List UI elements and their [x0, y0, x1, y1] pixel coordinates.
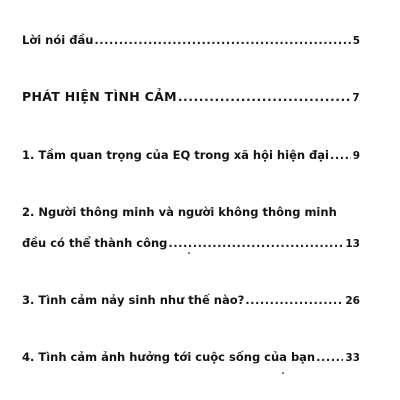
toc-entry-title: 4. Tình cảm ảnh hưởng tới cuộc sống của bạn: [22, 350, 316, 364]
toc-entry-title: 3. Tình cảm nảy sinh như thế nào?: [22, 293, 245, 307]
toc-entry-1: [22, 148, 360, 163]
toc-entry-4: [22, 350, 360, 365]
toc-section-heading: [22, 90, 360, 105]
dot-leader: [178, 90, 351, 104]
section-heading-title: PHÁT HIỆN TÌNH CẢM: [22, 89, 177, 104]
dot-leader: [94, 33, 350, 47]
toc-page-number: 33: [345, 352, 360, 364]
toc-entry-title: 1. Tầm quan trọng của EQ trong xã hội hiện đại: [22, 148, 329, 162]
toc-entry-preface: [22, 33, 360, 48]
dot-leader: [330, 148, 351, 162]
dot-leader: [316, 350, 343, 364]
toc-page-number: 26: [345, 295, 360, 307]
toc-entry-2-line1: 2. Người thông minh và người không thông minh: [22, 205, 337, 219]
toc-entry-title: đều có thể thành công: [22, 236, 168, 250]
toc-entry-2: [22, 236, 360, 251]
toc-page-number: 5: [352, 35, 360, 47]
toc-entry-title: Lời nói đầu: [22, 33, 94, 47]
dot-leader: [168, 236, 343, 250]
print-speck: [188, 252, 190, 254]
toc-page-number: 9: [352, 150, 360, 162]
toc-page-number: 13: [345, 238, 360, 250]
toc-entry-3: [22, 293, 360, 308]
dot-leader: [245, 293, 343, 307]
toc-page-number: 7: [352, 92, 360, 104]
print-speck: [282, 372, 284, 374]
